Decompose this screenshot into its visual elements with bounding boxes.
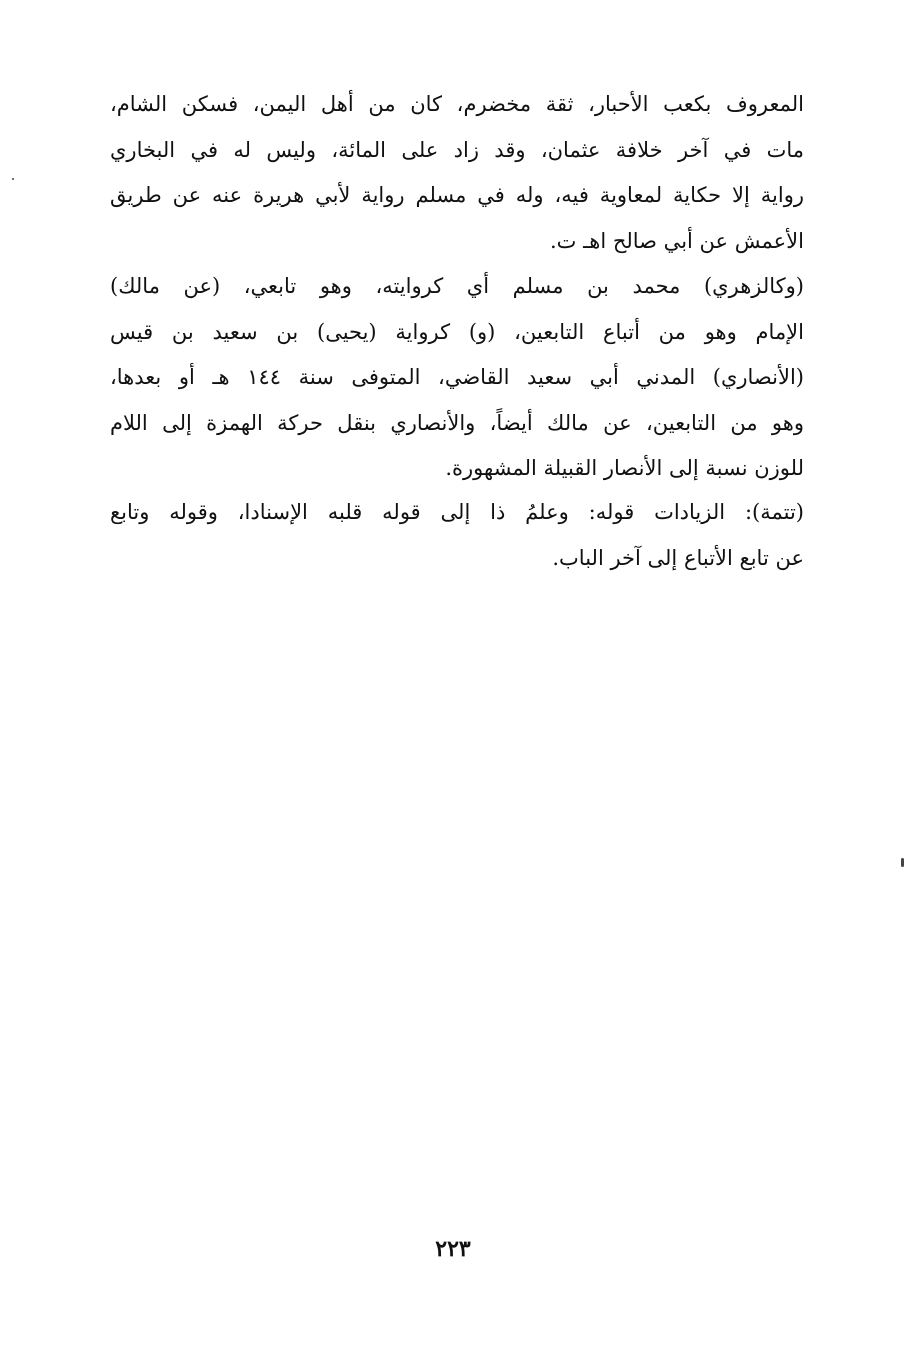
text-line: المعروف بكعب الأحبار، ثقة مخضرم، كان من أهل اليمن، فسكن الشام، — [110, 92, 804, 116]
paragraph-2 — [110, 264, 804, 492]
text-line: (الأنصاري) المدني أبي سعيد القاضي، المتوفى سنة ١٤٤ هـ أو بعدها، — [110, 365, 804, 389]
text-line: مات في آخر خلافة عثمان، وقد زاد على المائة، وليس له في البخاري — [110, 137, 804, 162]
text-line: رواية إلا حكاية لمعاوية فيه، وله في مسلم رواية لأبي هريرة عنه عن طريق — [110, 183, 804, 207]
page-number: ٢٢٣ — [435, 1236, 471, 1262]
scan-speck — [12, 178, 14, 180]
text-line: (تتمة): الزيادات قوله: وعلمُ ذا إلى قوله قلبه الإسنادا، وقوله وتابع — [110, 500, 804, 524]
text-line: (وكالزهري) محمد بن مسلم أي كروايته، وهو تابعي، (عن مالك) — [110, 274, 804, 298]
text-line: عن تابع الأتباع إلى آخر الباب. — [552, 545, 804, 570]
text-line: الإمام وهو من أتباع التابعين، (و) كرواية (يحيى) بن سعيد بن قيس — [110, 319, 804, 344]
paragraph-1 — [110, 82, 804, 264]
text-line: للوزن نسبة إلى الأنصار القبيلة المشهورة. — [445, 456, 804, 480]
scan-speck — [901, 858, 904, 867]
text-line: الأعمش عن أبي صالح اهـ ت. — [549, 228, 804, 253]
text-line: وهو من التابعين، عن مالك أيضاً، والأنصاري بنقل حركة الهمزة إلى اللام — [110, 410, 804, 435]
paragraph-3 — [110, 490, 804, 581]
